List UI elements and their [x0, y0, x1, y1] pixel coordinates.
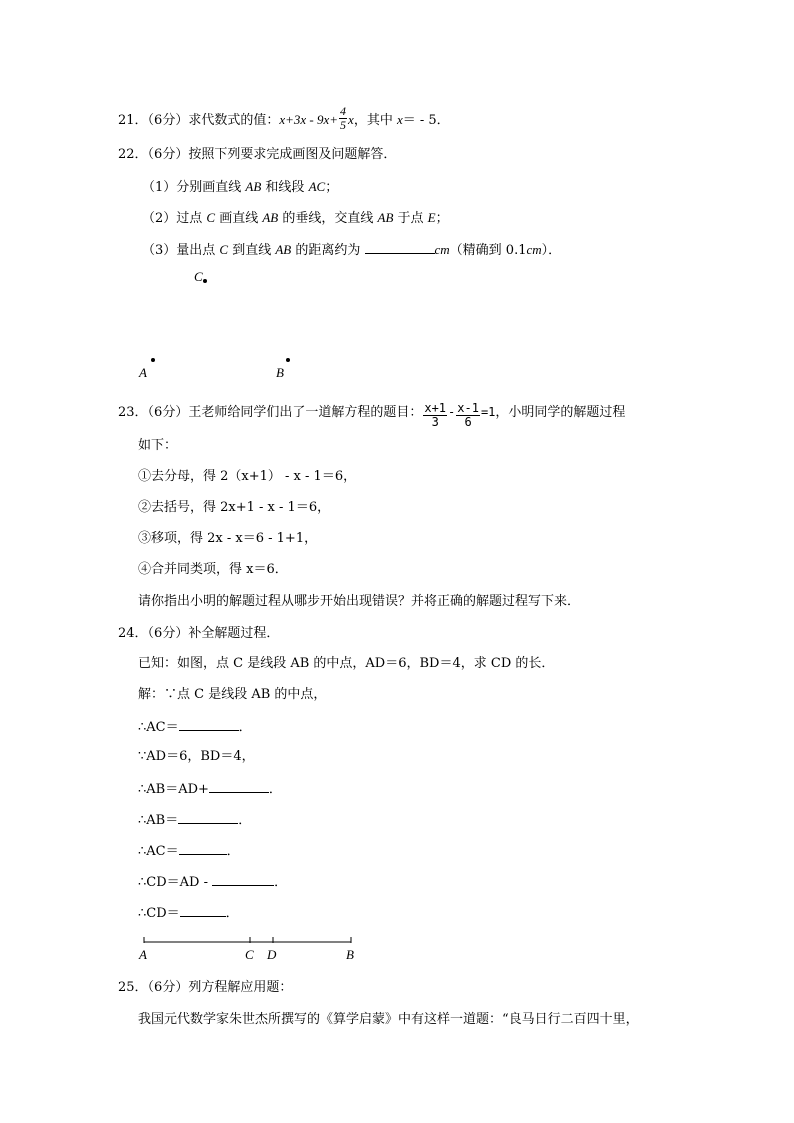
q21-prompt: 求代数式的值： — [188, 113, 280, 128]
q22-s3-text: （3）量出点 — [142, 243, 220, 258]
q22-number: 22． — [118, 147, 148, 162]
q24-l1-period: ． — [238, 720, 252, 735]
q23-follow: 如下： — [138, 438, 178, 453]
q22-s2-e: E — [427, 210, 436, 225]
q22-s3-unit2: cm — [526, 242, 542, 257]
q23-f1-den: 3 — [431, 415, 439, 429]
q21-cond-value: ＝ - 5． — [402, 113, 450, 128]
q23-step-3: ③移项，得 2x - x＝6 - 1+1， — [138, 531, 318, 546]
q24-l6-text: ∴CD＝AD - — [138, 875, 213, 890]
q24-l4-period: ． — [238, 813, 252, 828]
q24-label-d: D — [267, 947, 277, 962]
q22-s2-ab: AB — [262, 210, 279, 225]
q24-score: （6分） — [147, 626, 189, 641]
q22-s1-ac: AC — [308, 179, 326, 194]
q22-s2-mid2: 的垂线，交直线 — [278, 211, 378, 226]
q22-s3-ab: AB — [275, 242, 292, 257]
q22-s1-post: ； — [325, 180, 339, 195]
q24-label-b: B — [346, 947, 354, 962]
q24-label-a: A — [139, 947, 147, 962]
q24-l3-text: ∴AB＝AD+ — [138, 782, 209, 797]
q22-s3-unit: cm — [434, 242, 450, 257]
q23-f2-num: x-1 — [457, 401, 479, 415]
q24-line-2: ∵AD＝6，BD＝4， — [138, 749, 255, 764]
q24-prompt: 补全解题过程． — [188, 626, 280, 641]
q21-frac-den: 5 — [340, 118, 347, 132]
q24-l5-period: ． — [226, 844, 240, 859]
q24-l3-period: ． — [268, 782, 282, 797]
q22-s3-c: C — [219, 242, 229, 257]
q22-s2-ab2: AB — [377, 210, 394, 225]
q24-l1-text: ∴AC＝ — [138, 720, 179, 735]
q25-prompt: 列方程解应用题： — [188, 980, 293, 995]
q21-number: 21． — [118, 113, 148, 128]
q24-given: 已知：如图，点 C 是线段 AB 的中点，AD＝6，BD＝4，求 CD 的长． — [138, 656, 555, 671]
q23-f2-den: 6 — [464, 415, 472, 429]
q23-equals: =1 — [480, 405, 496, 419]
q24-label-c: C — [245, 947, 254, 962]
q24-solution: 解：∵点 C 是线段 AB 的中点， — [138, 687, 327, 702]
q22-s2-text: （2）过点 — [142, 211, 207, 226]
q23-number: 23． — [118, 405, 148, 420]
q22-s3-post1: （精确到 0.1 — [449, 243, 527, 258]
q21-expression-var: x — [348, 112, 354, 127]
q22-s3-mid2: 的距离约为 — [291, 243, 365, 258]
q22-prompt: 按照下列要求完成画图及问题解答． — [188, 147, 397, 162]
q25-score: （6分） — [147, 980, 189, 995]
q22-s1-text: （1）分别画直线 — [142, 180, 246, 195]
q23-question: 请你指出小明的解题过程从哪步开始出现错误？并将正确的解题过程写下来． — [138, 594, 581, 609]
q24-l6-period: ． — [274, 875, 288, 890]
q22-s3-post2: ）． — [541, 243, 562, 258]
q22-s2-mid3: 于点 — [393, 211, 428, 226]
q24-l7-period: ． — [225, 906, 239, 921]
q22-point-a-label: A — [139, 365, 147, 380]
q24-l5-text: ∴AC＝ — [138, 844, 179, 859]
q22-s2-mid1: 画直线 — [215, 211, 263, 226]
question-25 — [118, 980, 292, 996]
q24-l4-text: ∴AB＝ — [138, 813, 179, 828]
q23-step-1: ①去分母，得 2（x+1） - x - 1＝6， — [138, 469, 357, 484]
q22-s1-mid: 和线段 — [261, 180, 309, 195]
q23-score: （6分） — [147, 405, 189, 420]
q24-l7-text: ∴CD＝ — [138, 906, 180, 921]
q22-s3-mid: 到直线 — [228, 243, 276, 258]
q23-step-2: ②去括号，得 2x+1 - x - 1＝6， — [138, 500, 331, 515]
q22-point-c-label: C — [194, 269, 203, 284]
q23-prompt-post: ，小明同学的解题过程 — [495, 405, 626, 420]
q21-expression: x+3x - 9x+ — [279, 112, 339, 127]
q25-text: 我国元代数学家朱世杰所撰写的《算学启蒙》中有这样一道题：“良马日行二百四十里， — [138, 1012, 639, 1027]
q22-s1-ab: AB — [245, 179, 262, 194]
q25-number: 25． — [118, 980, 148, 995]
q24-number: 24． — [118, 626, 148, 641]
q21-condition: ，其中 — [353, 113, 397, 128]
q22-s2-c: C — [206, 210, 216, 225]
q21-frac-num: 4 — [340, 104, 347, 118]
q22-point-b-label: B — [276, 365, 284, 380]
q22-score: （6分） — [147, 147, 189, 162]
q23-f1-num: x+1 — [424, 401, 447, 415]
q22-s2-post: ； — [435, 211, 449, 226]
q21-cond-var: x — [396, 112, 403, 127]
q23-minus: - — [448, 405, 456, 419]
q21-score: （6分） — [147, 113, 189, 128]
q23-step-4: ④合并同类项，得 x＝6． — [138, 562, 288, 577]
q23-prompt: 王老师给同学们出了一道解方程的题目： — [188, 405, 423, 420]
